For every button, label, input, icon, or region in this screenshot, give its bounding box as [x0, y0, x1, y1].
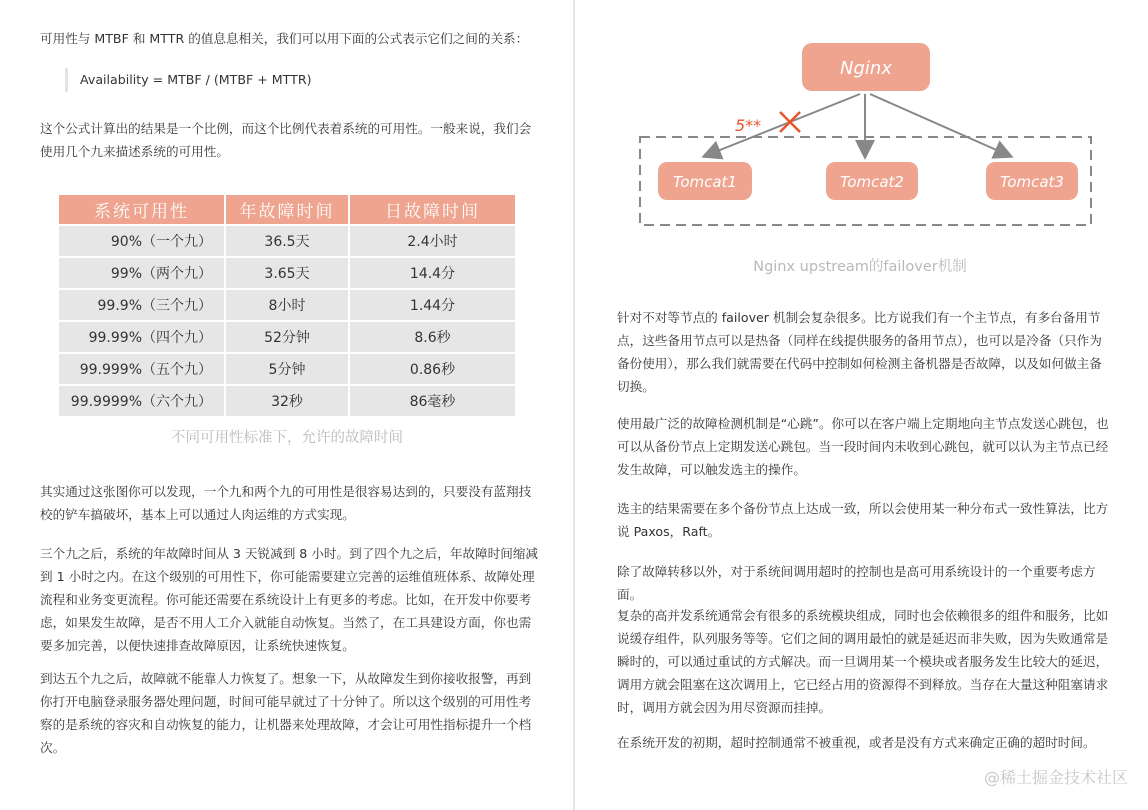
arrow-to-tomcat1 — [705, 94, 860, 156]
paragraph: 三个九之后，系统的年故障时间从 3 天锐减到 8 小时。到了四个九之后，年故障时间缩减到 1 小时之内。在这个级别的可用性下，你可能需要建立完善的运维值班体系、故障处理流程和业务变更流程。你可能还需要在系统设计上有更多的考虑。比如，在开发中你要考虑，如果发生故障，是否不用人工介入就能自动恢复。当然了，在工具建设方面，你也需要多加完善，以便快速排查故障原因，让系统快速恢复。 — [40, 546, 539, 653]
table-cell: 99.99%（四个九） — [59, 321, 225, 353]
table-row — [59, 225, 515, 257]
tomcat3-label: Tomcat3 — [1000, 173, 1064, 191]
error-cross-icon — [780, 112, 800, 132]
table-row — [59, 321, 515, 353]
table-cell: 8.6秒 — [349, 321, 515, 353]
tomcat1-label: Tomcat1 — [673, 173, 737, 191]
table-row — [59, 353, 515, 385]
paragraph: 在系统开发的初期，超时控制通常不被重视，或者是没有方式来确定正确的超时时间。 — [617, 735, 1096, 750]
nginx-label: Nginx — [840, 58, 892, 79]
paragraph: 到达五个九之后，故障就不能靠人力恢复了。想象一下，从故障发生到你接收报警，再到你打开电脑登录服务器处理问题，时间可能早就过了十分钟了。所以这个级别的可用性考察的是系统的容灾和自动恢复的能力，让机器来处理故障，才会让可用性指标提升一个档次。 — [40, 671, 532, 755]
table-header-row — [59, 195, 515, 225]
table-cell: 99.9%（三个九） — [59, 289, 225, 321]
table-header-cell: 日故障时间 — [349, 195, 515, 225]
diagram-caption: Nginx upstream的failover机制 — [753, 259, 967, 275]
table-cell: 14.4分 — [349, 257, 515, 289]
table-cell: 99.9999%（六个九） — [59, 385, 225, 416]
left-page — [0, 0, 573, 810]
formula-blockquote: Availability = MTBF / (MTBF + MTTR) — [65, 68, 560, 92]
table-cell: 36.5天 — [225, 225, 349, 257]
table-cell: 2.4小时 — [349, 225, 515, 257]
paragraph: 针对不对等节点的 failover 机制会复杂很多。比方说我们有一个主节点，有多台备用节点，这些备用节点可以是热备（同样在线提供服务的备用节点），也可以是冷备（只作为备份使用），那么我们就需要在代码中控制如何检测主备机器是否故障，以及如何做主备切换。 — [617, 310, 1102, 394]
intro-paragraph: 可用性与 MTBF 和 MTTR 的值息息相关，我们可以用下面的公式表示它们之间的关系： — [40, 31, 529, 46]
arrow-to-tomcat3 — [870, 94, 1010, 156]
table-cell: 5分钟 — [225, 353, 349, 385]
paragraph: 选主的结果需要在多个备份节点上达成一致，所以会使用某一种分布式一致性算法，比方说 Paxos，Raft。 — [617, 501, 1109, 539]
table-cell: 3.65天 — [225, 257, 349, 289]
availability-paragraph: 这个公式计算出的结果是一个比例，而这个比例代表着系统的可用性。一般来说，我们会使用几个九来描述系统的可用性。 — [40, 121, 532, 159]
table-cell: 99%（两个九） — [59, 257, 225, 289]
table-header-cell: 系统可用性 — [59, 195, 225, 225]
table-cell: 32秒 — [225, 385, 349, 416]
table-caption: 不同可用性标准下，允许的故障时间 — [171, 430, 403, 446]
table-header-cell: 年故障时间 — [225, 195, 349, 225]
table-cell: 90%（一个九） — [59, 225, 225, 257]
table-cell: 99.999%（五个九） — [59, 353, 225, 385]
failover-diagram — [575, 0, 1148, 290]
watermark: @稀土掘金技术社区 — [983, 768, 1128, 787]
availability-table — [59, 195, 515, 416]
table-row — [59, 385, 515, 416]
table-cell: 8小时 — [225, 289, 349, 321]
right-page — [575, 0, 1148, 810]
paragraph: 复杂的高并发系统通常会有很多的系统模块组成，同时也会依赖很多的组件和服务，比如说缓存组件，队列服务等等。它们之间的调用最怕的就是延迟而非失败，因为失败通常是瞬时的，可以通过重试的方式解决。而一旦调用某一个模块或者服务发生比较大的延迟，调用方就会阻塞在这次调用上，它已经占用的资源得不到释放。当存在大量这种阻塞请求时，调用方就会因为用尽资源而挂掉。 — [617, 608, 1109, 715]
paragraph: 其实通过这张图你可以发现，一个九和两个九的可用性是很容易达到的，只要没有蓝翔技校的铲车搞破坏，基本上可以通过人肉运维的方式实现。 — [40, 484, 532, 522]
paragraph: 使用最广泛的故障检测机制是“心跳”。你可以在客户端上定期地向主节点发送心跳包，也可以从备份节点上定期发送心跳包。当一段时间内未收到心跳包，就可以认为主节点已经发生故障，可以触发选主的操作。 — [617, 416, 1109, 477]
table-cell: 0.86秒 — [349, 353, 515, 385]
error-status-label: 5** — [735, 116, 762, 135]
table-row — [59, 289, 515, 321]
paragraph: 除了故障转移以外，对于系统间调用超时的控制也是高可用系统设计的一个重要考虑方面。 — [617, 564, 1096, 602]
table-cell: 1.44分 — [349, 289, 515, 321]
table-cell: 52分钟 — [225, 321, 349, 353]
table-cell: 86毫秒 — [349, 385, 515, 416]
table-row — [59, 257, 515, 289]
tomcat2-label: Tomcat2 — [840, 173, 904, 191]
